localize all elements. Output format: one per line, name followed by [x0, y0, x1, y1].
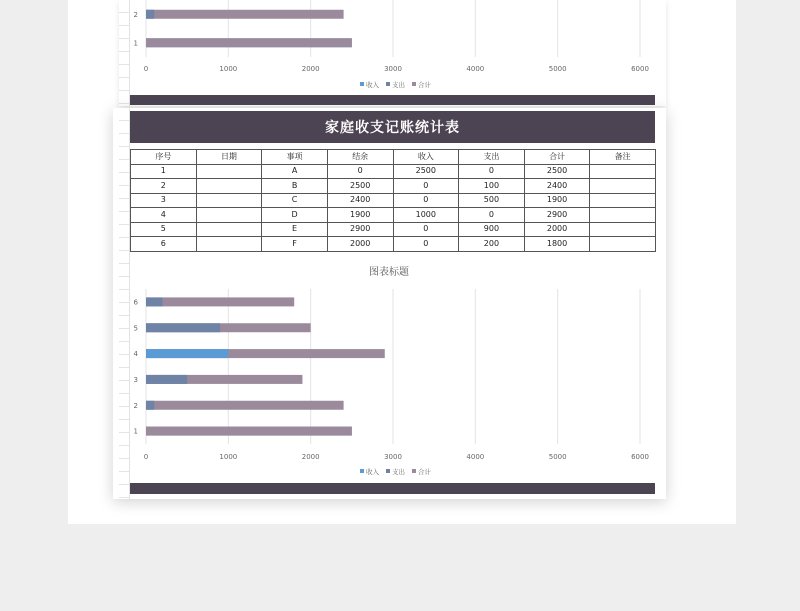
legend-swatch	[386, 82, 390, 86]
table-header-row	[131, 150, 656, 165]
row-header-strip	[119, 108, 130, 499]
legend-label: 支出	[392, 468, 405, 476]
table-row	[131, 193, 656, 208]
table-cell[interactable]: 2500	[393, 164, 459, 179]
bar	[146, 38, 352, 47]
x-tick-label: 2000	[301, 453, 320, 461]
table-cell[interactable]: 2900	[524, 208, 590, 223]
table-cell[interactable]: 0	[393, 222, 459, 237]
x-tick-label: 1000	[219, 65, 238, 73]
table-cell[interactable]	[590, 208, 656, 223]
column-header: 合计	[524, 150, 590, 165]
table-cell[interactable]: E	[262, 222, 328, 237]
table-row	[131, 222, 656, 237]
legend-swatch	[360, 82, 364, 86]
table-cell[interactable]	[590, 222, 656, 237]
x-tick-label: 6000	[631, 453, 649, 461]
table-row	[131, 237, 656, 252]
table-cell[interactable]: 100	[459, 179, 525, 194]
table-cell[interactable]: 1900	[327, 208, 393, 223]
table-cell[interactable]: 3	[131, 193, 197, 208]
column-header: 日期	[196, 150, 262, 165]
bar	[146, 10, 344, 19]
table-cell[interactable]: 0	[393, 193, 459, 208]
table-cell[interactable]: 0	[393, 237, 459, 252]
bar	[146, 10, 154, 19]
x-tick-label: 0	[143, 453, 149, 461]
table-row	[131, 208, 656, 223]
sheet-footer-band	[130, 483, 655, 494]
table-cell[interactable]: A	[262, 164, 328, 179]
legend-swatch	[386, 469, 390, 473]
table-cell[interactable]	[590, 164, 656, 179]
x-tick-label: 3000	[384, 65, 402, 73]
x-tick-label: 0	[143, 65, 149, 73]
legend-label: 合计	[418, 81, 431, 89]
legend-label: 收入	[366, 468, 379, 476]
table-cell[interactable]: 4	[131, 208, 197, 223]
x-tick-label: 4000	[466, 65, 485, 73]
y-category-label: 1	[133, 427, 138, 436]
table-cell[interactable]: 0	[393, 179, 459, 194]
table-cell[interactable]: 500	[459, 193, 525, 208]
x-tick-label: 3000	[384, 453, 402, 461]
table-row	[131, 164, 656, 179]
x-tick-label: 4000	[466, 453, 485, 461]
table-cell[interactable]: 2	[131, 179, 197, 194]
table-cell[interactable]	[590, 193, 656, 208]
bar-chart-previous	[130, 0, 655, 95]
legend-swatch	[412, 469, 416, 473]
table-cell[interactable]: 6	[131, 237, 197, 252]
table-cell[interactable]: B	[262, 179, 328, 194]
y-category-label: 4	[133, 350, 138, 359]
table-cell[interactable]: 1000	[393, 208, 459, 223]
table-cell[interactable]	[196, 164, 262, 179]
table-cell[interactable]: 2500	[327, 179, 393, 194]
table-cell[interactable]: 0	[459, 164, 525, 179]
table-cell[interactable]: D	[262, 208, 328, 223]
column-header: 支出	[459, 150, 525, 165]
bar	[146, 375, 187, 384]
legend-label: 合计	[418, 468, 431, 476]
table-cell[interactable]: 200	[459, 237, 525, 252]
y-category-label: 1	[133, 39, 138, 48]
table-cell[interactable]	[590, 237, 656, 252]
y-category-label: 2	[133, 10, 138, 19]
bar	[146, 297, 162, 306]
ledger-table	[130, 149, 656, 252]
chart-title: 图表标题	[369, 267, 409, 278]
bar	[146, 427, 352, 436]
table-cell[interactable]	[196, 179, 262, 194]
bar	[146, 349, 228, 358]
bar	[146, 323, 220, 332]
table-cell[interactable]: 1	[131, 164, 197, 179]
table-row	[131, 179, 656, 194]
y-category-label: 6	[133, 298, 138, 307]
legend-label: 收入	[366, 81, 379, 89]
table-cell[interactable]: 0	[459, 208, 525, 223]
sheet-title: 家庭收支记账统计表	[130, 111, 655, 143]
table-cell[interactable]: F	[262, 237, 328, 252]
bar-chart-income-expense	[130, 258, 655, 480]
y-category-label: 3	[133, 375, 138, 384]
column-header: 序号	[131, 150, 197, 165]
table-cell[interactable]: 1800	[524, 237, 590, 252]
table-cell[interactable]: 2400	[524, 179, 590, 194]
column-header: 事项	[262, 150, 328, 165]
table-cell[interactable]	[196, 237, 262, 252]
bar	[146, 401, 344, 410]
table-cell[interactable]: 2000	[524, 222, 590, 237]
legend-swatch	[412, 82, 416, 86]
column-header: 结余	[327, 150, 393, 165]
legend-swatch	[360, 469, 364, 473]
x-tick-label: 6000	[631, 65, 649, 73]
bar	[146, 297, 294, 306]
bar	[146, 401, 154, 410]
column-header: 收入	[393, 150, 459, 165]
table-cell[interactable]	[196, 193, 262, 208]
y-category-label: 5	[133, 324, 138, 333]
previous-sheet-footer-band	[130, 95, 655, 105]
table-cell[interactable]: 2900	[327, 222, 393, 237]
table-cell[interactable]: 1900	[524, 193, 590, 208]
x-tick-label: 1000	[219, 453, 238, 461]
column-header: 备注	[590, 150, 656, 165]
table-cell[interactable]: 2000	[327, 237, 393, 252]
x-tick-label: 2000	[301, 65, 320, 73]
x-tick-label: 5000	[548, 65, 567, 73]
table-cell[interactable]: 0	[327, 164, 393, 179]
y-category-label: 2	[133, 401, 138, 410]
table-cell[interactable]: 900	[459, 222, 525, 237]
x-tick-label: 5000	[548, 453, 567, 461]
table-cell[interactable]: 5	[131, 222, 197, 237]
table-cell[interactable]	[590, 179, 656, 194]
table-cell[interactable]: 2500	[524, 164, 590, 179]
table-cell[interactable]: C	[262, 193, 328, 208]
legend-label: 支出	[392, 81, 405, 89]
row-header-strip	[119, 0, 130, 106]
table-cell[interactable]: 2400	[327, 193, 393, 208]
table-cell[interactable]	[196, 208, 262, 223]
table-cell[interactable]	[196, 222, 262, 237]
